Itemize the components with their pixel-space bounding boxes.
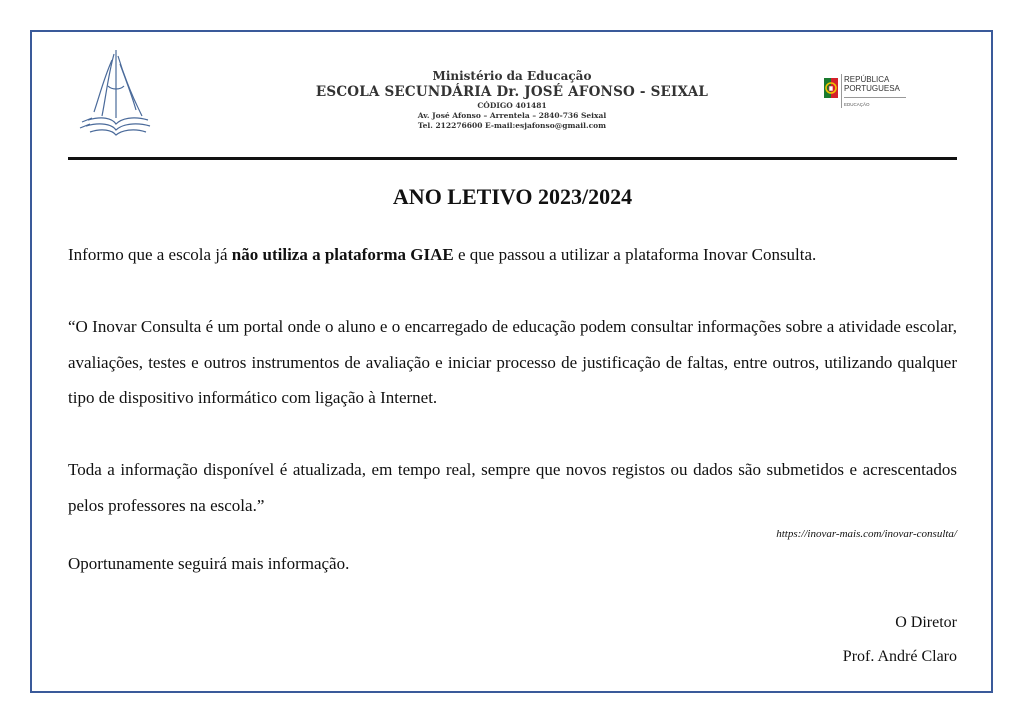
school-contact: Tel. 212276600 E-mail:esjafonso@gmail.com	[417, 121, 607, 130]
intro-text-end: e que passou a utilizar a plataforma Inovar Consulta.	[453, 245, 817, 264]
republica-line1: REPÚBLICA	[844, 75, 890, 84]
document-title: ANO LETIVO 2023/2024	[392, 184, 633, 209]
school-address: Av. José Afonso – Arrentela – 2840-736 Seixal	[417, 111, 607, 120]
school-logo-icon	[78, 46, 154, 138]
signature-role: O Diretor	[895, 614, 957, 631]
republica-subtitle: EDUCAÇÃO	[844, 102, 870, 107]
paragraph-quote: “O Inovar Consulta é um portal onde o aluno e o encarregado de educação podem consultar informações sobre a atividade escolar, avaliações, testes e outros instrumentos de avaliação e iniciar processo de justificação de faltas, entre outros, utilizando qualquer tipo de dispositivo informático com ligação à Internet.	[68, 317, 957, 407]
paragraph-closing: Oportunamente seguirá mais informação.	[68, 554, 350, 573]
ministry-name: Ministério da Educação	[432, 69, 592, 83]
school-code: CÓDIGO 401481	[477, 101, 547, 110]
paragraph-quote-end: Toda a informação disponível é atualizada, em tempo real, sempre que novos registos ou dados são submetidos e acrescentados pelos professores na escola.”	[68, 460, 957, 515]
header-rule	[68, 157, 957, 160]
intro-text-start: Informo que a escola já	[68, 245, 232, 264]
logo-divider	[841, 74, 842, 108]
republica-text	[844, 75, 900, 93]
republica-line2: PORTUGUESA	[844, 84, 900, 93]
source-link[interactable]: https://inovar-mais.com/inovar-consulta/	[776, 528, 957, 540]
school-header	[250, 68, 774, 131]
armillary-sphere-icon	[822, 76, 840, 100]
republica-portuguesa-logo	[820, 72, 910, 112]
intro-text-bold: não utiliza a plataforma GIAE	[231, 245, 454, 264]
logo-underline	[844, 97, 906, 98]
paragraph-intro	[68, 237, 957, 273]
school-name: ESCOLA SECUNDÁRIA Dr. JOSÉ AFONSO - SEIXAL	[315, 84, 709, 100]
signature-name: Prof. André Claro	[842, 648, 957, 665]
